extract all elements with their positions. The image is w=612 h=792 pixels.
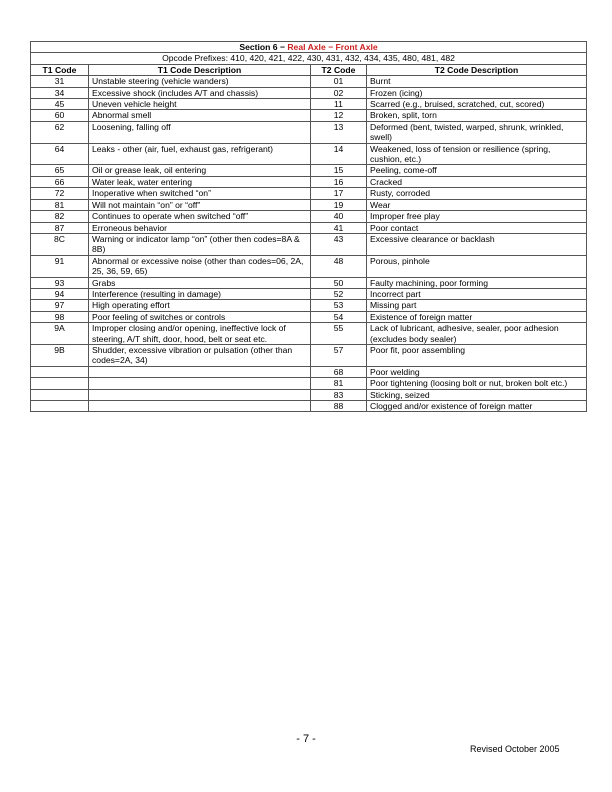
- t2-code-cell: 13: [311, 121, 367, 143]
- t2-desc-cell: Cracked: [367, 176, 587, 187]
- t1-desc-cell: Water leak, water entering: [89, 176, 311, 187]
- table-row: [31, 311, 587, 322]
- t1-desc-cell: Poor feeling of switches or controls: [89, 311, 311, 322]
- t2-desc-cell: Broken, split, torn: [367, 110, 587, 121]
- table-row: [31, 110, 587, 121]
- t2-code-cell: 14: [311, 143, 367, 165]
- header-row: [31, 64, 587, 75]
- table-row: [31, 222, 587, 233]
- t2-code-cell: 17: [311, 188, 367, 199]
- t2-desc-cell: Deformed (bent, twisted, warped, shrunk, wrinkled, swell): [367, 121, 587, 143]
- t2-desc-cell: Improper free play: [367, 211, 587, 222]
- header-t1-code: T1 Code: [31, 64, 89, 75]
- t1-desc-cell: Grabs: [89, 277, 311, 288]
- t2-desc-cell: Faulty machining, poor forming: [367, 277, 587, 288]
- t2-code-cell: 50: [311, 277, 367, 288]
- t2-desc-cell: Wear: [367, 199, 587, 210]
- t1-desc-cell: [89, 378, 311, 389]
- section-title: [31, 42, 587, 53]
- t2-code-cell: 88: [311, 401, 367, 412]
- t1-desc-cell: [89, 366, 311, 377]
- section-title-axle: Real Axle − Front Axle: [287, 42, 378, 52]
- t1-code-cell: 93: [31, 277, 89, 288]
- header-t1-desc: T1 Code Description: [89, 64, 311, 75]
- t1-desc-cell: Unstable steering (vehicle wanders): [89, 76, 311, 87]
- table-row: [31, 323, 587, 345]
- t2-desc-cell: Poor contact: [367, 222, 587, 233]
- t2-code-cell: 02: [311, 87, 367, 98]
- t1-desc-cell: Oil or grease leak, oil entering: [89, 165, 311, 176]
- t2-desc-cell: Rusty, corroded: [367, 188, 587, 199]
- opcode-prefixes-row: [31, 53, 587, 64]
- table-row: [31, 143, 587, 165]
- t2-code-cell: 54: [311, 311, 367, 322]
- table-row: [31, 366, 587, 377]
- t1-code-cell: [31, 366, 89, 377]
- t1-desc-cell: Abnormal or excessive noise (other than codes=06, 2A, 25, 36, 59, 65): [89, 255, 311, 277]
- table-row: [31, 233, 587, 255]
- table-row: [31, 87, 587, 98]
- t2-code-cell: 11: [311, 99, 367, 110]
- t2-desc-cell: Porous, pinhole: [367, 255, 587, 277]
- t1-desc-cell: Inoperative when switched “on”: [89, 188, 311, 199]
- t2-desc-cell: Poor fit, poor assembling: [367, 344, 587, 366]
- table-row: [31, 300, 587, 311]
- t2-desc-cell: Frozen (icing): [367, 87, 587, 98]
- t1-code-cell: 91: [31, 255, 89, 277]
- table-row: [31, 401, 587, 412]
- table-row: [31, 288, 587, 299]
- t2-code-cell: 68: [311, 366, 367, 377]
- t1-code-cell: 98: [31, 311, 89, 322]
- t2-code-cell: 43: [311, 233, 367, 255]
- t1-code-cell: 87: [31, 222, 89, 233]
- t2-desc-cell: Poor tightening (loosing bolt or nut, broken bolt etc.): [367, 378, 587, 389]
- t2-code-cell: 52: [311, 288, 367, 299]
- t2-code-cell: 01: [311, 76, 367, 87]
- table-row: [31, 255, 587, 277]
- t2-desc-cell: Missing part: [367, 300, 587, 311]
- t2-desc-cell: Peeling, come-off: [367, 165, 587, 176]
- revised-date: Revised October 2005: [470, 744, 560, 754]
- table-row: [31, 378, 587, 389]
- t1-code-cell: 72: [31, 188, 89, 199]
- header-t2-code: T2 Code: [311, 64, 367, 75]
- table-row: [31, 99, 587, 110]
- t2-code-cell: 19: [311, 199, 367, 210]
- t2-code-cell: 41: [311, 222, 367, 233]
- t1-desc-cell: Shudder, excessive vibration or pulsation (other than codes=2A, 34): [89, 344, 311, 366]
- t1-code-cell: 65: [31, 165, 89, 176]
- t2-code-cell: 57: [311, 344, 367, 366]
- table-row: [31, 344, 587, 366]
- t1-desc-cell: Loosening, falling off: [89, 121, 311, 143]
- t2-desc-cell: Incorrect part: [367, 288, 587, 299]
- t2-desc-cell: Existence of foreign matter: [367, 311, 587, 322]
- t1-code-cell: 64: [31, 143, 89, 165]
- section-title-row: [31, 42, 587, 53]
- t1-desc-cell: Excessive shock (includes A/T and chassis): [89, 87, 311, 98]
- t1-code-cell: 9A: [31, 323, 89, 345]
- t1-code-cell: 62: [31, 121, 89, 143]
- codes-body: [31, 76, 587, 412]
- t2-code-cell: 15: [311, 165, 367, 176]
- t1-desc-cell: Will not maintain “on” or “off”: [89, 199, 311, 210]
- t1-code-cell: 45: [31, 99, 89, 110]
- t2-desc-cell: Clogged and/or existence of foreign matter: [367, 401, 587, 412]
- t1-desc-cell: Leaks - other (air, fuel, exhaust gas, refrigerant): [89, 143, 311, 165]
- t2-desc-cell: Burnt: [367, 76, 587, 87]
- t2-desc-cell: Scarred (e.g., bruised, scratched, cut, scored): [367, 99, 587, 110]
- t1-code-cell: 8C: [31, 233, 89, 255]
- t1-code-cell: 66: [31, 176, 89, 187]
- table-row: [31, 199, 587, 210]
- t1-desc-cell: [89, 389, 311, 400]
- t1-desc-cell: Erroneous behavior: [89, 222, 311, 233]
- t2-desc-cell: Lack of lubricant, adhesive, sealer, poor adhesion (excludes body sealer): [367, 323, 587, 345]
- table-row: [31, 165, 587, 176]
- table-row: [31, 277, 587, 288]
- t2-desc-cell: Excessive clearance or backlash: [367, 233, 587, 255]
- t1-code-cell: [31, 378, 89, 389]
- t2-desc-cell: Sticking, seized: [367, 389, 587, 400]
- t2-code-cell: 40: [311, 211, 367, 222]
- table-row: [31, 121, 587, 143]
- table-row: [31, 76, 587, 87]
- section-title-prefix: Section 6 −: [239, 42, 288, 52]
- t1-code-cell: 97: [31, 300, 89, 311]
- t1-desc-cell: High operating effort: [89, 300, 311, 311]
- t1-code-cell: [31, 389, 89, 400]
- t2-code-cell: 16: [311, 176, 367, 187]
- t1-desc-cell: Improper closing and/or opening, ineffective lock of steering, A/T shift, door, hood, belt or seat etc.: [89, 323, 311, 345]
- page-number: - 7 -: [296, 733, 316, 745]
- t1-desc-cell: Warning or indicator lamp “on” (other then codes=8A & 8B): [89, 233, 311, 255]
- t1-desc-cell: Continues to operate when switched “off”: [89, 211, 311, 222]
- t2-code-cell: 53: [311, 300, 367, 311]
- t2-code-cell: 55: [311, 323, 367, 345]
- t1-code-cell: 9B: [31, 344, 89, 366]
- t1-code-cell: 31: [31, 76, 89, 87]
- t1-desc-cell: Uneven vehicle height: [89, 99, 311, 110]
- t2-code-cell: 83: [311, 389, 367, 400]
- table-row: [31, 188, 587, 199]
- t2-code-cell: 12: [311, 110, 367, 121]
- table-row: [31, 389, 587, 400]
- t2-code-cell: 81: [311, 378, 367, 389]
- t1-code-cell: 81: [31, 199, 89, 210]
- t1-code-cell: 82: [31, 211, 89, 222]
- t1-code-cell: [31, 401, 89, 412]
- t1-desc-cell: [89, 401, 311, 412]
- t2-desc-cell: Weakened, loss of tension or resilience (spring, cushion, etc.): [367, 143, 587, 165]
- header-t2-desc: T2 Code Description: [367, 64, 587, 75]
- t1-code-cell: 34: [31, 87, 89, 98]
- opcode-prefixes: Opcode Prefixes: 410, 420, 421, 422, 430, 431, 432, 434, 435, 480, 481, 482: [31, 53, 587, 64]
- table-row: [31, 176, 587, 187]
- t1-code-cell: 94: [31, 288, 89, 299]
- t1-desc-cell: Abnormal smell: [89, 110, 311, 121]
- t2-desc-cell: Poor welding: [367, 366, 587, 377]
- t2-code-cell: 48: [311, 255, 367, 277]
- codes-table: [30, 41, 587, 412]
- t1-desc-cell: Interference (resulting in damage): [89, 288, 311, 299]
- t1-code-cell: 60: [31, 110, 89, 121]
- table-row: [31, 211, 587, 222]
